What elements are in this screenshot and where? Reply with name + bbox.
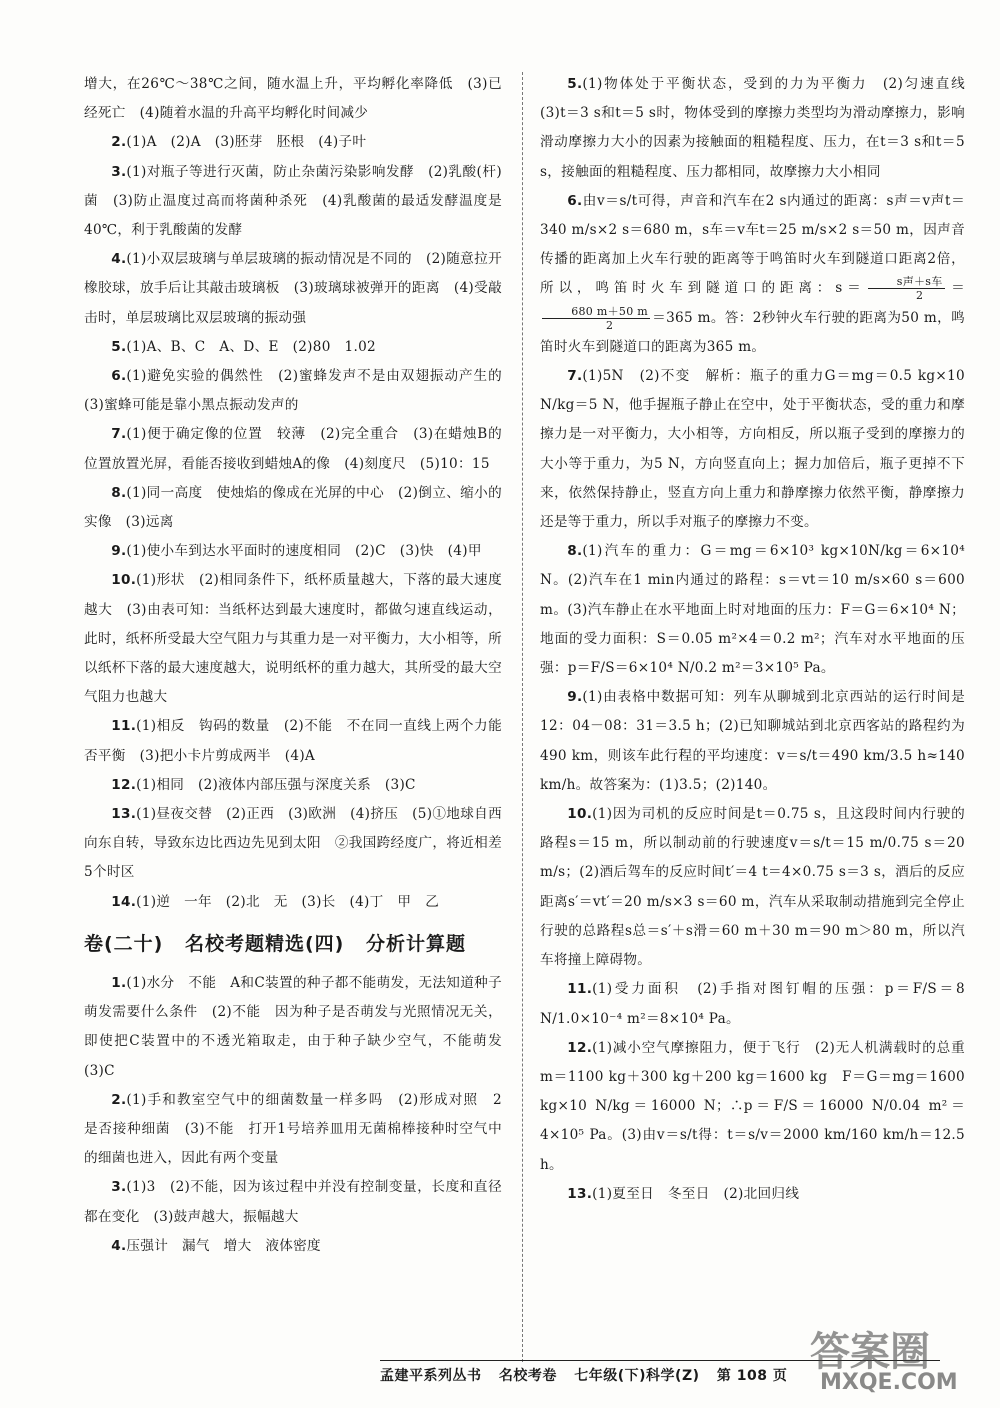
item-text: 压强计 漏气 增大 液体密度: [126, 1237, 321, 1254]
fraction: $\frac{\text{s声＋s车}}{2}$: [868, 275, 945, 302]
item-number: 7.: [111, 426, 127, 443]
fraction: $\frac{680 m+50 m}{2}$: [542, 305, 650, 332]
left-column: [84, 70, 516, 1261]
answer-item-5: 5.(1)物体处于平衡状态，受到的力为平衡力 (2)匀速直线 (3)t＝3 s和t＝5 s时，物体受到的摩擦力类型均为滑动摩擦力，影响滑动摩擦力大小的因素为接触面的粗糙程度、压力，在t＝3 s和t＝5 s，接触面的粗糙程度、压力都相同，故摩擦力大小相同: [540, 76, 979, 180]
answer-item: [84, 245, 502, 333]
footer-grade: 七年级(下)科学(Z): [574, 1368, 700, 1384]
left-items-before: [84, 70, 516, 917]
item-text: (1)A、B、C A、D、E (2)80 1.02: [126, 338, 376, 355]
item-number: 11.: [111, 718, 137, 735]
item-number: 11.: [567, 981, 593, 998]
item-text: (1)相反 钩码的数量 (2)不能 不在同一直线上两个力能否平衡 (3)把小卡片剪成两半 (4)A: [84, 718, 502, 764]
item-text: (1)减小空气摩擦阻力，便于飞行 (2)无人机满载时的总重m＝1100 kg＋300 kg＋200 kg＝1600 kg F＝G＝mg＝1600 kg×10 N/kg＝16000 N；∴p＝F/S＝16000 N/0.04 m²＝4×10⁵ Pa。(3)由v＝s/t得：t＝s/v＝2000 km/160 km/h＝12.5 h。: [540, 1039, 965, 1173]
answer-item: [84, 771, 502, 800]
section-kind: 分析计算题: [366, 932, 467, 955]
section-label: 卷(二十): [84, 932, 164, 955]
item-number: 8.: [111, 484, 127, 501]
item-number: 9.: [111, 543, 127, 560]
item-text: (1)对瓶子等进行灭菌，防止杂菌污染影响发酵 (2)乳酸(杆)菌 (3)防止温度过高而将菌种杀死 (4)乳酸菌的最适发酵温度是40℃，利于乳酸菌的发酵: [84, 163, 502, 239]
footer-page-number: 第 108 页: [716, 1368, 788, 1384]
answer-item: [540, 683, 965, 800]
item-number: 13.: [111, 806, 137, 823]
answer-item: [84, 479, 502, 537]
answer-item: [84, 1232, 502, 1261]
watermark-url: MXQE.COM: [820, 1370, 958, 1395]
answer-item: [540, 362, 965, 537]
watermark-logo: [810, 1320, 990, 1404]
answer-item: [84, 969, 516, 1086]
answer-item: [84, 1173, 502, 1231]
answer-item: [84, 333, 502, 362]
section-heading: [84, 927, 502, 961]
item-text: (1)便于确定像的位置 较薄 (2)完全重合 (3)在蜡烛B的位置放置光屏，看能否接收到蜡烛A的像 (4)刻度尺 (5)10：15: [84, 426, 502, 472]
item-number: 4.: [111, 1237, 127, 1254]
item-text: (1)相同 (2)液体内部压强与深度关系 (3)C: [136, 776, 416, 793]
item-text: (1)A (2)A (3)胚芽 胚根 (4)子叶: [126, 134, 367, 151]
answer-item: [84, 537, 502, 566]
item-number: 12.: [111, 776, 137, 793]
answer-item: [84, 362, 516, 420]
item-number: 4.: [111, 251, 127, 268]
answer-item: [84, 888, 502, 917]
answer-item: [540, 1034, 965, 1180]
section-name: 名校考题精选(四): [185, 932, 345, 955]
item-number: 8.: [567, 543, 583, 560]
item-text: (1)昼夜交替 (2)正西 (3)欧洲 (4)挤压 (5)①地球自西向东自转，导致东边比西边先见到太阳 ②我国跨经度广，将近相差5个时区: [84, 806, 502, 881]
answer-item: [540, 975, 965, 1033]
answer-item: [84, 70, 502, 128]
right-items: [540, 362, 965, 1209]
right-column: [540, 70, 979, 1209]
item-text: (1)因为司机的反应时间是t＝0.75 s，且这段时间内行驶的路程s＝15 m，所以制动前的行驶速度v＝s/t＝15 m/0.75 s＝20 m/s；(2)酒后驾车的反应时间t′＝4 t＝4×0.75 s＝3 s，酒后的反应距离s′＝vt′＝20 m/s×3 s＝60 m，汽车从采取制动措施到完全停止行驶的总路程s总＝s′＋s滑＝60 m＋30 m＝90 m＞80 m，所以汽车将撞上障碍物。: [540, 806, 965, 969]
item-text: (1)3 (2)不能，因为该过程中并没有控制变量，长度和直径都在变化 (3)鼓声越大，振幅越大: [84, 1179, 502, 1225]
item-text: (1)由表格中数据可知：列车从聊城到北京西站的运行时间是12：04－08：31＝3.5 h；(2)已知聊城站到北京西客站的路程约为490 km，则该车此行程的平均速度：v＝s/t＝490 km/3.5 h≈140 km/h。故答案为：(1)3.5；(2)140。: [540, 689, 965, 793]
item-number: 10.: [111, 572, 137, 589]
item-number: 3.: [111, 1179, 127, 1196]
footer-series: 孟建平系列丛书: [380, 1368, 482, 1384]
item-number: 14.: [111, 893, 137, 910]
answer-item: [84, 1086, 516, 1174]
item-number: 13.: [567, 1185, 593, 1202]
answer-item: [540, 537, 965, 683]
item-text: (1)汽车的重力：G＝mg＝6×10³ kg×10N/kg＝6×10⁴ N。(2)汽车在1 min内通过的路程：s＝vt＝10 m/s×60 s＝600 m。(3)汽车静止在水平地面上时对地面的压力：F＝G＝6×10⁴ N；地面的受力面积：S＝0.05 m²×4＝0.2 m²；汽车对水平地面的压强：p＝F/S＝6×10⁴ N/0.2 m²＝3×10⁵ Pa。: [540, 543, 965, 677]
answer-item: [84, 712, 502, 770]
item-number: 2.: [111, 134, 127, 151]
answer-item: [84, 420, 502, 478]
item-text: (1)受力面积 (2)手指对图钉帽的压强：p＝F/S＝8 N/1.0×10⁻⁴ m²＝8×10⁴ Pa。: [540, 981, 965, 1027]
item-number: 2.: [111, 1091, 127, 1108]
answer-item: [84, 800, 502, 888]
answer-item: [84, 158, 502, 246]
answer-item: [540, 1180, 965, 1209]
item-number: 6.: [111, 368, 127, 385]
item-text: (1)小双层玻璃与单层玻璃的振动情况是不同的 (2)随意拉开橡胶球，放手后让其敲击玻璃板 (3)玻璃球被弹开的距离 (4)受敲击时，单层玻璃比双层玻璃的振动强: [84, 251, 502, 326]
item-number: 5.: [111, 338, 127, 355]
column-divider: [522, 72, 523, 1362]
item-text: (1)逆 一年 (2)北 无 (3)长 (4)丁 甲 乙: [136, 893, 440, 910]
answer-item: [84, 128, 502, 157]
item-text: (1)形状 (2)相同条件下，纸杯质量越大，下落的最大速度越大 (3)由表可知：当纸杯达到最大速度时，都做匀速直线运动，此时，纸杯所受最大空气阻力与其重力是一对平衡力，大小相等，所以纸杯下落的最大速度越大，说明纸杯的重力越大，其所受的最大空气阻力也越大: [84, 572, 502, 706]
item-text: (1)手和教室空气中的细菌数量一样多吗 (2)形成对照 2 是否接种细菌 (3)不能 打开1号培养皿用无菌棉棒接种时空气中的细菌也进入，因此有两个变量: [84, 1091, 516, 1167]
item-number: 12.: [567, 1039, 593, 1056]
item-number: 10.: [567, 806, 593, 823]
item-text: (1)水分 不能 A和C装置的种子都不能萌发，无法知道种子萌发需要什么条件 (2)不能 因为种子是否萌发与光照情况无关，即使把C装置中的不透光箱取走，由于种子缺少空气，不能萌发 (3)C: [84, 974, 516, 1079]
item-text: (1)同一高度 使烛焰的像成在光屏的中心 (2)倒立、缩小的实像 (3)远离: [84, 484, 502, 531]
answer-item: [540, 800, 965, 975]
watermark-text: 答案圈: [810, 1329, 930, 1375]
answer-item: [84, 566, 502, 712]
item-text: (1)使小车到达水平面时的速度相同 (2)C (3)快 (4)甲: [126, 543, 482, 560]
item-text: (1)夏至日 冬至日 (2)北回归线: [592, 1185, 800, 1202]
footer-book: 名校考卷: [498, 1368, 557, 1384]
item-text: (1)避免实验的偶然性 (2)蜜蜂发声不是由双翅振动产生的 (3)蜜蜂可能是靠小黑点振动发声的: [84, 368, 516, 414]
answer-item-6: 6.由v＝s/t可得，声音和汽车在2 s内通过的距离：s声＝v声t＝340 m/s×2 s＝680 m，s车＝v车t＝25 m/s×2 s＝50 m，因声音传播的距离加上火车行驶的距离等于鸣笛时火车到隧道口距离2倍，所以，鸣笛时火车到隧道口的距离：s＝ $\frac{\text{s声＋s车}}{2}$ ＝ $\frac{680 m+50 m}{2}$ ＝365 m。答：2秒钟火车行驶的距离为50 m，鸣笛时火车到隧道口的距离为365 m。: [540, 192, 966, 355]
item-text: 增大，在26℃～38℃之间，随水温上升，平均孵化率降低 (3)已经死亡 (4)随着水温的升高平均孵化时间减少: [84, 76, 502, 122]
item-number: 7.: [567, 368, 583, 385]
item-number: 1.: [111, 974, 127, 991]
item-number: 3.: [111, 163, 127, 180]
item-text: (1)5N (2)不变 解析：瓶子的重力G＝mg＝0.5 kg×10 N/kg＝5 N，他手握瓶子静止在空中，处于平衡状态，受的重力和摩擦力是一对平衡力，大小相等，方向相反，所以瓶子受到的摩擦力的大小等于重力，为5 N，方向竖直向上；握力加倍后，瓶子更掉不下来，依然保持静止，竖直方向上重力和静摩擦力依然平衡，静摩擦力还是等于重力，所以手对瓶子的摩擦力不变。: [540, 368, 965, 531]
left-items-after: [84, 969, 516, 1261]
item-number: 9.: [567, 689, 583, 706]
